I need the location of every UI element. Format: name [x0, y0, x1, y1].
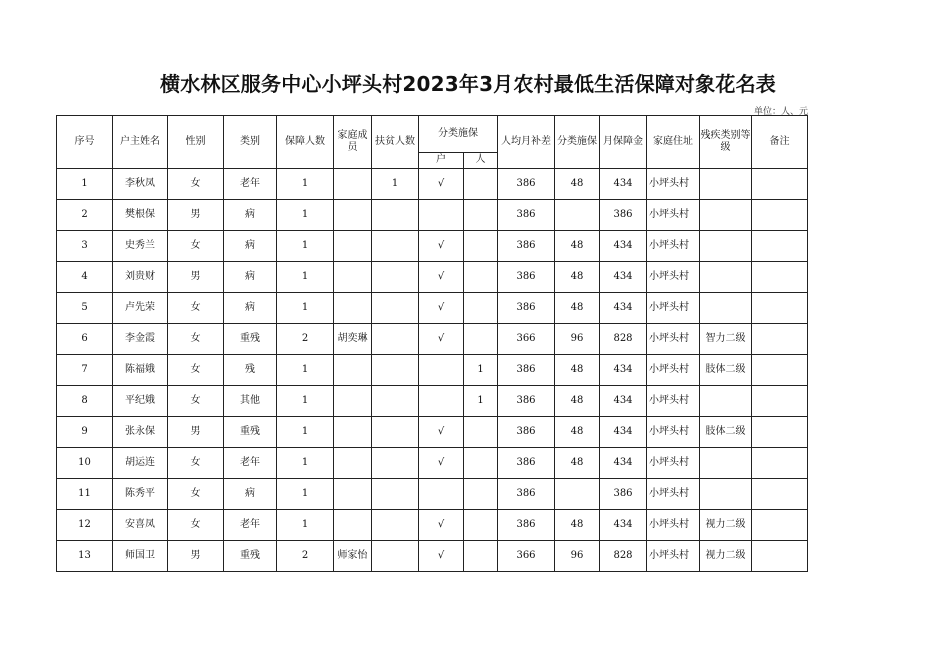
header-persons: 保障人数 [277, 116, 334, 169]
cell-category: 重残 [224, 417, 277, 448]
cell-name: 平纪娥 [113, 386, 168, 417]
cell-seq: 13 [57, 541, 113, 572]
cell-class-amount: 48 [555, 355, 600, 386]
cell-remark [752, 200, 808, 231]
cell-subsidy: 386 [498, 169, 555, 200]
cell-class-amount: 48 [555, 386, 600, 417]
cell-person [464, 293, 498, 324]
cell-subsidy: 386 [498, 200, 555, 231]
cell-persons: 1 [277, 262, 334, 293]
cell-household: √ [419, 262, 464, 293]
cell-disability [700, 200, 752, 231]
table-row [57, 541, 808, 572]
cell-monthly: 434 [600, 293, 647, 324]
cell-disability: 视力二级 [700, 541, 752, 572]
header-disability: 残疾类别等级 [700, 116, 752, 169]
cell-disability [700, 169, 752, 200]
cell-monthly: 828 [600, 541, 647, 572]
cell-gender: 女 [168, 355, 224, 386]
cell-name: 樊根保 [113, 200, 168, 231]
cell-gender: 女 [168, 479, 224, 510]
cell-remark [752, 386, 808, 417]
cell-person [464, 417, 498, 448]
cell-category: 其他 [224, 386, 277, 417]
cell-person [464, 324, 498, 355]
cell-poverty [372, 355, 419, 386]
cell-persons: 1 [277, 355, 334, 386]
cell-disability: 肢体二级 [700, 417, 752, 448]
cell-gender: 女 [168, 231, 224, 262]
cell-remark [752, 231, 808, 262]
table-row [57, 355, 808, 386]
cell-gender: 女 [168, 324, 224, 355]
cell-subsidy: 386 [498, 386, 555, 417]
cell-name: 卢先荣 [113, 293, 168, 324]
header-family: 家庭成员 [334, 116, 372, 169]
header-classified: 分类施保 [419, 116, 498, 153]
cell-poverty [372, 510, 419, 541]
cell-gender: 男 [168, 541, 224, 572]
cell-address: 小坪头村 [647, 293, 700, 324]
cell-seq: 2 [57, 200, 113, 231]
header-name: 户主姓名 [113, 116, 168, 169]
cell-subsidy: 386 [498, 417, 555, 448]
cell-subsidy: 386 [498, 448, 555, 479]
cell-name: 安喜凤 [113, 510, 168, 541]
header-address: 家庭住址 [647, 116, 700, 169]
cell-name: 陈秀平 [113, 479, 168, 510]
cell-persons: 1 [277, 231, 334, 262]
cell-household: √ [419, 541, 464, 572]
cell-seq: 10 [57, 448, 113, 479]
header-class-amount: 分类施保 [555, 116, 600, 169]
cell-remark [752, 169, 808, 200]
header-gender: 性别 [168, 116, 224, 169]
cell-family [334, 417, 372, 448]
cell-remark [752, 417, 808, 448]
table-row [57, 293, 808, 324]
header-remark: 备注 [752, 116, 808, 169]
table-row [57, 448, 808, 479]
cell-seq: 1 [57, 169, 113, 200]
cell-persons: 1 [277, 510, 334, 541]
table-row [57, 262, 808, 293]
cell-address: 小坪头村 [647, 169, 700, 200]
cell-disability [700, 479, 752, 510]
table-row [57, 479, 808, 510]
cell-household [419, 479, 464, 510]
cell-poverty [372, 231, 419, 262]
cell-subsidy: 386 [498, 355, 555, 386]
cell-name: 张永保 [113, 417, 168, 448]
cell-address: 小坪头村 [647, 417, 700, 448]
cell-family [334, 293, 372, 324]
cell-persons: 1 [277, 386, 334, 417]
cell-category: 病 [224, 293, 277, 324]
header-poverty: 扶贫人数 [372, 116, 419, 169]
cell-class-amount [555, 200, 600, 231]
cell-persons: 2 [277, 324, 334, 355]
cell-subsidy: 366 [498, 324, 555, 355]
cell-monthly: 386 [600, 479, 647, 510]
cell-household: √ [419, 293, 464, 324]
cell-family [334, 448, 372, 479]
cell-category: 重残 [224, 324, 277, 355]
cell-category: 病 [224, 262, 277, 293]
cell-person [464, 448, 498, 479]
cell-persons: 1 [277, 479, 334, 510]
header-category: 类别 [224, 116, 277, 169]
cell-address: 小坪头村 [647, 448, 700, 479]
cell-category: 老年 [224, 169, 277, 200]
cell-disability: 视力二级 [700, 510, 752, 541]
cell-household: √ [419, 448, 464, 479]
cell-persons: 1 [277, 200, 334, 231]
cell-address: 小坪头村 [647, 386, 700, 417]
cell-disability [700, 262, 752, 293]
cell-class-amount: 48 [555, 510, 600, 541]
cell-subsidy: 386 [498, 510, 555, 541]
unit-note: 单位：人、元 [753, 107, 808, 117]
cell-name: 李秋凤 [113, 169, 168, 200]
cell-name: 刘贵财 [113, 262, 168, 293]
cell-address: 小坪头村 [647, 541, 700, 572]
header-household: 户 [419, 153, 464, 169]
cell-seq: 4 [57, 262, 113, 293]
cell-remark [752, 510, 808, 541]
cell-subsidy: 386 [498, 231, 555, 262]
cell-monthly: 434 [600, 417, 647, 448]
cell-address: 小坪头村 [647, 231, 700, 262]
cell-monthly: 434 [600, 231, 647, 262]
cell-name: 史秀兰 [113, 231, 168, 262]
cell-household: √ [419, 231, 464, 262]
cell-family [334, 479, 372, 510]
cell-gender: 女 [168, 386, 224, 417]
cell-gender: 女 [168, 293, 224, 324]
cell-class-amount: 48 [555, 417, 600, 448]
cell-seq: 12 [57, 510, 113, 541]
cell-poverty [372, 200, 419, 231]
cell-monthly: 386 [600, 200, 647, 231]
cell-person [464, 262, 498, 293]
cell-poverty [372, 262, 419, 293]
cell-disability [700, 448, 752, 479]
cell-gender: 男 [168, 417, 224, 448]
cell-family: 胡奕琳 [334, 324, 372, 355]
table-row [57, 324, 808, 355]
cell-persons: 1 [277, 417, 334, 448]
cell-remark [752, 479, 808, 510]
cell-family [334, 262, 372, 293]
cell-subsidy: 366 [498, 541, 555, 572]
cell-family [334, 169, 372, 200]
cell-poverty [372, 293, 419, 324]
cell-person: 1 [464, 355, 498, 386]
cell-class-amount: 96 [555, 324, 600, 355]
cell-seq: 11 [57, 479, 113, 510]
cell-monthly: 828 [600, 324, 647, 355]
cell-name: 李金霞 [113, 324, 168, 355]
cell-poverty [372, 417, 419, 448]
cell-gender: 男 [168, 200, 224, 231]
cell-household: √ [419, 324, 464, 355]
table-row [57, 386, 808, 417]
cell-household: √ [419, 510, 464, 541]
cell-remark [752, 355, 808, 386]
cell-name: 胡运连 [113, 448, 168, 479]
cell-category: 重残 [224, 541, 277, 572]
cell-poverty [372, 541, 419, 572]
cell-poverty [372, 386, 419, 417]
cell-address: 小坪头村 [647, 324, 700, 355]
cell-seq: 5 [57, 293, 113, 324]
cell-name: 师国卫 [113, 541, 168, 572]
cell-disability [700, 386, 752, 417]
cell-person [464, 231, 498, 262]
cell-person [464, 510, 498, 541]
cell-remark [752, 324, 808, 355]
cell-name: 陈福娥 [113, 355, 168, 386]
cell-remark [752, 293, 808, 324]
cell-remark [752, 262, 808, 293]
cell-disability [700, 231, 752, 262]
cell-seq: 7 [57, 355, 113, 386]
header-person: 人 [464, 153, 498, 169]
cell-family [334, 386, 372, 417]
cell-class-amount: 48 [555, 262, 600, 293]
table-row [57, 417, 808, 448]
cell-persons: 2 [277, 541, 334, 572]
cell-household [419, 355, 464, 386]
cell-gender: 女 [168, 448, 224, 479]
cell-category: 病 [224, 479, 277, 510]
cell-poverty [372, 324, 419, 355]
cell-subsidy: 386 [498, 293, 555, 324]
cell-class-amount: 96 [555, 541, 600, 572]
cell-subsidy: 386 [498, 479, 555, 510]
cell-seq: 9 [57, 417, 113, 448]
cell-class-amount: 48 [555, 448, 600, 479]
table-row [57, 231, 808, 262]
cell-person: 1 [464, 386, 498, 417]
cell-gender: 女 [168, 169, 224, 200]
cell-family [334, 355, 372, 386]
cell-category: 病 [224, 200, 277, 231]
cell-household: √ [419, 417, 464, 448]
table-row [57, 200, 808, 231]
cell-poverty [372, 479, 419, 510]
cell-gender: 女 [168, 510, 224, 541]
cell-person [464, 479, 498, 510]
cell-persons: 1 [277, 293, 334, 324]
roster-table [56, 115, 808, 572]
cell-monthly: 434 [600, 355, 647, 386]
cell-category: 残 [224, 355, 277, 386]
cell-monthly: 434 [600, 510, 647, 541]
cell-class-amount: 48 [555, 231, 600, 262]
cell-address: 小坪头村 [647, 479, 700, 510]
cell-category: 老年 [224, 510, 277, 541]
header-monthly: 月保障金 [600, 116, 647, 169]
cell-class-amount: 48 [555, 293, 600, 324]
cell-household: √ [419, 169, 464, 200]
cell-disability [700, 293, 752, 324]
cell-seq: 3 [57, 231, 113, 262]
cell-monthly: 434 [600, 169, 647, 200]
cell-person [464, 169, 498, 200]
table-body [57, 169, 808, 572]
cell-household [419, 386, 464, 417]
cell-family [334, 231, 372, 262]
header-subsidy: 人均月补差 [498, 116, 555, 169]
table-row [57, 169, 808, 200]
cell-class-amount: 48 [555, 169, 600, 200]
cell-address: 小坪头村 [647, 355, 700, 386]
cell-class-amount [555, 479, 600, 510]
cell-address: 小坪头村 [647, 510, 700, 541]
cell-category: 病 [224, 231, 277, 262]
cell-address: 小坪头村 [647, 200, 700, 231]
table-row [57, 510, 808, 541]
cell-family [334, 510, 372, 541]
cell-poverty: 1 [372, 169, 419, 200]
cell-seq: 8 [57, 386, 113, 417]
cell-address: 小坪头村 [647, 262, 700, 293]
cell-monthly: 434 [600, 448, 647, 479]
cell-poverty [372, 448, 419, 479]
cell-family: 师家怡 [334, 541, 372, 572]
header-seq: 序号 [57, 116, 113, 169]
cell-disability: 肢体二级 [700, 355, 752, 386]
cell-household [419, 200, 464, 231]
cell-subsidy: 386 [498, 262, 555, 293]
cell-gender: 男 [168, 262, 224, 293]
cell-family [334, 200, 372, 231]
cell-persons: 1 [277, 169, 334, 200]
cell-remark [752, 448, 808, 479]
table-header [57, 116, 808, 169]
cell-person [464, 541, 498, 572]
cell-category: 老年 [224, 448, 277, 479]
page-title: 横水林区服务中心小坪头村2023年3月农村最低生活保障对象花名表 [160, 72, 776, 96]
cell-seq: 6 [57, 324, 113, 355]
cell-monthly: 434 [600, 386, 647, 417]
cell-persons: 1 [277, 448, 334, 479]
cell-remark [752, 541, 808, 572]
cell-monthly: 434 [600, 262, 647, 293]
cell-person [464, 200, 498, 231]
cell-disability: 智力二级 [700, 324, 752, 355]
